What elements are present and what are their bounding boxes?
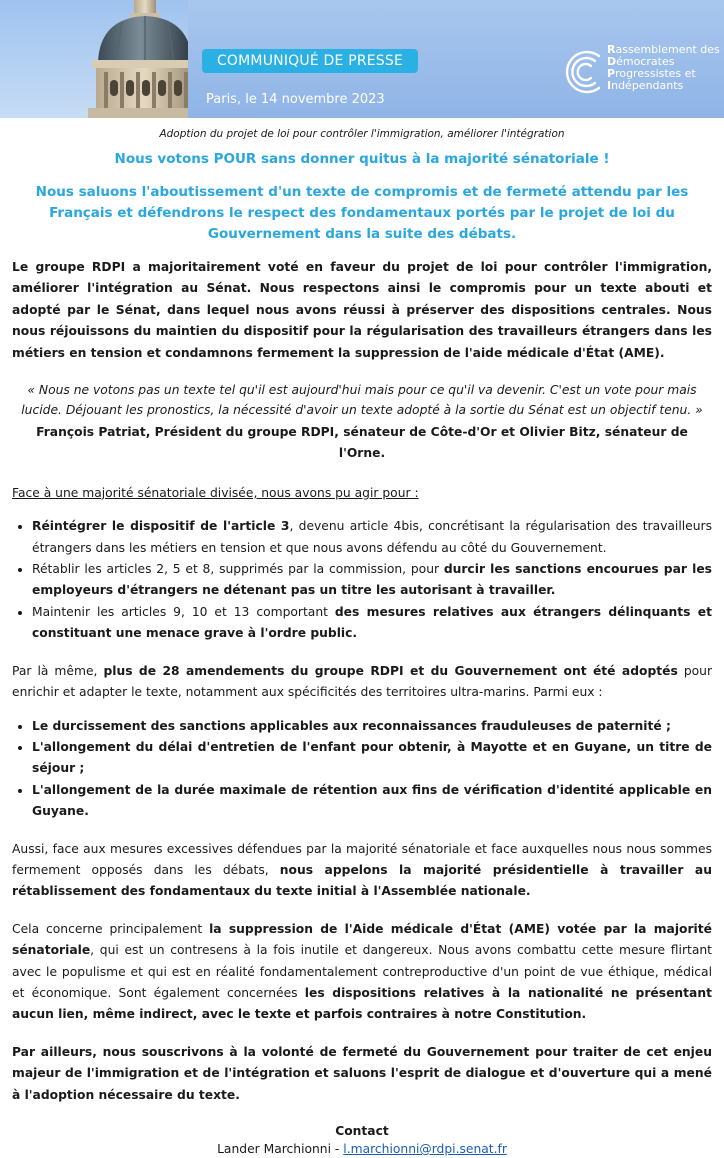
list-item: • Maintenir les articles 9, 10 et 13 comportant des mesures relatives aux étrangers délinquants et constituant une menace grave à l'ordre public. — [32, 602, 712, 645]
quote-text: « Nous ne votons pas un texte tel qu'il est aujourd'hui mais pour ce qu'il va devenir. C'est un vote pour mais lucide. Déjouant les pronostics, la nécessité d'avoir un texte adopté à la sortie du Sénat est un objectif tenu. » — [21, 383, 703, 418]
contact-name: Lander Marchionni - — [217, 1142, 344, 1156]
press-release-body — [12, 122, 712, 1158]
actions-intro: Face à une majorité sénatoriale divisée, nous avons pu agir pour : — [12, 485, 419, 500]
list-item: • Le durcissement des sanctions applicables aux reconnaissances frauduleuses de paternité ; — [32, 716, 712, 737]
paragraph-appeal: Aussi, face aux mesures excessives défendues par la majorité sénatoriale et face auxquelles nous nous sommes fermement opposés dans les débats, nous appelons la majorité présidentielle à travailler au rétablissement des fondamentaux du texte initial à l'Assemblée nationale. — [12, 841, 712, 899]
lead-statement: Nous saluons l'aboutissement d'un texte de compromis et de fermeté attendu par les Français et défendrons le respect des fondamentaux portés par le projet de loi du Gouvernement dans la suite des débats. — [35, 184, 689, 242]
logo-line-1: Rassemblement des — [607, 43, 720, 56]
paragraph-amendments: Par là même, plus de 28 amendements du groupe RDPI et du Gouvernement ont été adoptés pour enrichir et adapter le texte, notamment aux spécificités des territoires ultra-marins. Parmi eux : — [12, 663, 713, 700]
header-banner — [0, 0, 724, 118]
rdpi-logo-text — [607, 44, 723, 92]
paragraph-vote: Le groupe RDPI a majoritairement voté en faveur du projet de loi pour contrôler l'immigration, améliorer l'intégration au Sénat. Nous respectons ainsi le compromis pour un texte abouti et adopté par le Sénat, dans lequel nous avons réussi à préserver des dispositions centrales. Nous nous réjouissons du maintien du dispositif pour la régularisation des travailleurs étrangers dans les métiers en tension et condamnons fermement la suppression de l'aide médicale d'État (AME). — [12, 260, 712, 360]
rdpi-logo-icon — [563, 48, 605, 96]
list-item: • Réintégrer le dispositif de l'article 3, devenu article 4bis, concrétisant la régularisation des travailleurs étrangers dans les métiers en tension et que nous avons défendu au côté du Gouvernement. — [32, 516, 712, 559]
headline: Nous votons POUR sans donner quitus à la majorité sénatoriale ! — [114, 151, 610, 167]
press-release-badge: COMMUNIQUÉ DE PRESSE — [202, 49, 418, 73]
contact-title: Contact — [335, 1124, 389, 1138]
logo-line-3: Progressistes et — [607, 67, 696, 80]
paragraph-closing: Par ailleurs, nous souscrivons à la volonté de fermeté du Gouvernement pour traiter de cet enjeu majeur de l'immigration et de l'intégration et saluons l'esprit de dialogue et d'ouverture qui a mené à l'adoption nécessaire du texte. — [12, 1044, 712, 1102]
contact-line — [12, 1140, 712, 1158]
actions-list — [12, 516, 712, 644]
contact-email-link[interactable]: l.marchionni@rdpi.senat.fr — [343, 1142, 507, 1156]
release-date: Paris, le 14 novembre 2023 — [206, 92, 385, 107]
logo-line-4: Indépendants — [607, 79, 684, 92]
document-subtitle: Adoption du projet de loi pour contrôler l'immigration, améliorer l'intégration — [159, 128, 565, 140]
amendments-list — [12, 716, 712, 823]
list-item: • L'allongement de la durée maximale de rétention aux fins de vérification d'identité applicable en Guyane. — [32, 780, 712, 823]
logo-line-2: Démocrates — [607, 55, 675, 68]
list-item: • L'allongement du délai d'entretien de l'enfant pour obtenir, à Mayotte et en Guyane, un titre de séjour ; — [32, 737, 712, 780]
paragraph-ame: Cela concerne principalement la suppression de l'Aide médicale d'État (AME) votée par la majorité sénatoriale, qui est un contresens à la fois inutile et dangereux. Nous avons combattu cette mesure flirtant avec le populisme et qui est en réalité fondamentalement contreproductive d'un point de vue éthique, médical et économique. Sont également concernées les dispositions relatives à la nationalité ne présentant aucun lien, même indirect, avec le texte et parfois contraires à notre Constitution. — [12, 921, 712, 1022]
list-item: • Rétablir les articles 2, 5 et 8, supprimés par la commission, pour durcir les sanctions encourues par les employeurs d'étrangers ne détenant pas un titre les autorisant à travailler. — [32, 559, 712, 602]
senate-dome-photo — [0, 0, 188, 118]
quote-author: François Patriat, Président du groupe RDPI, sénateur de Côte-d'Or et Olivier Bitz, sénateur de l'Orne. — [36, 425, 688, 461]
